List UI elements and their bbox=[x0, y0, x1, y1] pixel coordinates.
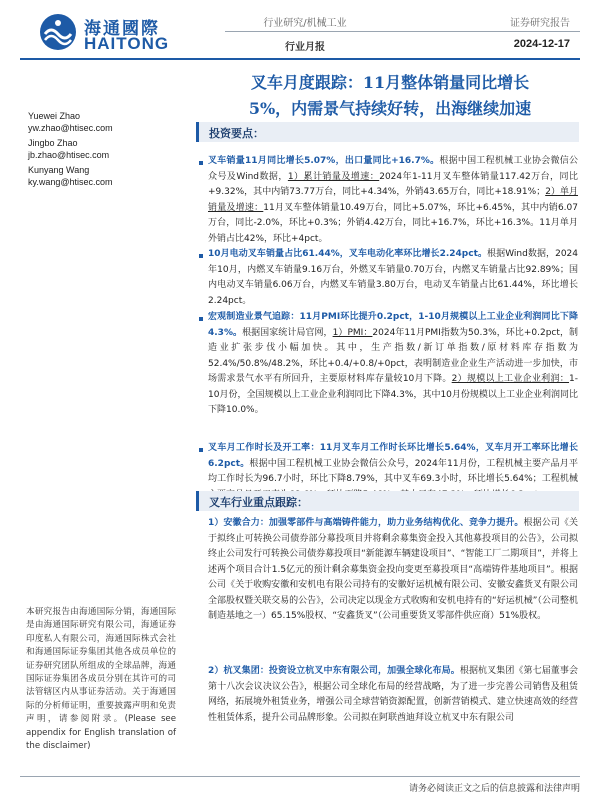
key-points-section-header bbox=[196, 122, 579, 142]
point-text: 根据中国工程机械工业协会微信公众号，2024年11月份，工程机械主要产品月平均工作时长为96.7小时，环比下降8.79%，其中叉车69.3小时，环比增长5.64%；工程机械 bbox=[208, 458, 578, 484]
report-title bbox=[210, 70, 570, 122]
bullet-icon bbox=[199, 448, 203, 452]
point-electric bbox=[208, 247, 578, 309]
company-logo bbox=[38, 12, 198, 56]
point-text: 根据国家统计局官网， bbox=[242, 327, 333, 338]
point-subhead: 2）规模以上工业企业利润： bbox=[451, 374, 570, 384]
logo-english-name: HAITONG bbox=[84, 34, 170, 53]
title-line-2: 5%，内需景气持续好转，出海继续加速 bbox=[248, 99, 532, 118]
point-sales bbox=[208, 154, 578, 247]
point-headline: 叉车月工作时长及开工率：11月叉车月工作时长环比增长5.64%，叉车月开工率环比增长6.2pct。 bbox=[208, 443, 578, 469]
footer-rule bbox=[20, 776, 580, 777]
bullet-icon bbox=[199, 161, 203, 165]
point-headline: 叉车销量11月同比增长5.07%，出口量同比+16.7%。 bbox=[208, 156, 440, 166]
report-date: 2024-12-17 bbox=[513, 38, 570, 50]
report-kind: 证券研究报告 bbox=[510, 18, 570, 29]
logo-chinese-name: 海通國際 bbox=[84, 19, 160, 39]
company-heli bbox=[208, 516, 578, 625]
point-text: 1-10月份，全国规模以上工业企业利润同比下降4.3%，其中10月份规模以上工业企业利润同比下降10.0%。 bbox=[208, 374, 578, 415]
company-text: 根据公司《关于拟终止可转换公司债券部分募投项目并将剩余募集资金投入其他募投项目的公告》，公司拟终止公司发行可转换公司债券募投项目“新能源车辆建设项目”、“智能工厂二期项目”，并将上述两个项目合计1.5亿元的预计剩余募集资金投向变更至募投项目“高端铸件基地项目”。根据公司《关于收购安徽和安机电有限公司持有的安徽好运机械有限公司、安徽安鑫货叉有限公司全部股权暨关联交易的公告》，公司决定以现金方式收购和安机电持有的“好运机械”（公司整机制造基地之一）65.15%股权、“安鑫货叉”（公司重要货叉零部件供应商）51%股权。 bbox=[208, 518, 578, 621]
bullet-icon bbox=[199, 317, 203, 321]
point-headline: 宏观制造业景气追踪：11月PMI环比提升0.2pct，1-10月规模以上工业企业利润同比下降4.3%。 bbox=[208, 312, 578, 338]
author-email[interactable]: ky.wang@htisec.com bbox=[28, 177, 113, 187]
header-rule bbox=[20, 58, 580, 60]
disclaimer-note: 本研究报告由海通国际分销，海通国际是由海通国际研究有限公司，海通证券印度私人有限公司，海通国际株式会社和海通国际证券集团其他各成员单位的证券研究团队所组成的全球品牌，海通国际证券集团各成员分别在其许可的司法管辖区内从事证券活动。关于海通国际的分析师证明，重要披露声明和免责声明，请参阅附录。(Please see appendix for English translation of the disclaimer) bbox=[26, 607, 176, 752]
footer-notice: 请务必阅读正文之后的信息披露和法律声明 bbox=[408, 784, 580, 794]
bullet-icon bbox=[199, 254, 203, 258]
key-points-heading: 投资要点： bbox=[209, 127, 264, 140]
point-text: 2024年1-11月叉车整体销量117.42万台，同比+9.32%，其中内销73.77万台，同比+4.34%，外销43.65万台，同比+18.91%； bbox=[208, 171, 578, 197]
author-name: Yuewei Zhao bbox=[28, 111, 81, 121]
company-text: 根据杭叉集团《第七届董事会第十八次会议决议公告》，根据公司全球化布局的经营战略，为了进一步完善公司销售及租赁网络，拓展境外租赁业务，增强公司全球营销资源配置，创新营销模式、建立快速高效的经营性租赁体系，提升公司品牌形象。公司拟在阿联酋迪拜设立杭叉中东有限公司 bbox=[208, 666, 578, 723]
title-line-1: 叉车月度跟踪：11月整体销量同比增长 bbox=[250, 73, 530, 92]
author-name: Jingbo Zhao bbox=[28, 138, 78, 148]
industry-section-header bbox=[196, 491, 579, 511]
point-subhead: 1）累计销量及增速： bbox=[287, 171, 380, 182]
report-category: 行业研究/机械工业 bbox=[263, 18, 347, 29]
point-subhead: 2）单月销量及增速： bbox=[208, 187, 579, 213]
header-divider bbox=[225, 31, 580, 32]
point-text: 11月叉车整体销量10.49万台，同比+5.07%，环比+6.45%，其中内销6.07万台，同比-2.0%，环比+0.3%；外销4.42万台，同比+16.7%，环比+16.3%。11月单月外销占比42%，环比+4pct。 bbox=[208, 202, 578, 244]
author-name: Kunyang Wang bbox=[28, 165, 90, 175]
point-text: 根据中国工程机械工业协会微信公众号及Wind数据， bbox=[208, 156, 578, 182]
author-email[interactable]: jb.zhao@htisec.com bbox=[28, 150, 110, 160]
haitong-logo-icon bbox=[38, 12, 78, 52]
author-email[interactable]: yw.zhao@htisec.com bbox=[28, 123, 113, 133]
point-subhead: 1）PMI： bbox=[332, 327, 373, 338]
industry-heading: 叉车行业重点跟踪： bbox=[209, 496, 308, 509]
report-type: 行业月报 bbox=[285, 42, 325, 53]
point-text: 根据Wind数据，2024年10月，内燃叉车销量9.16万台，外燃叉车销量0.70万台，内燃叉车销量占比92.89%；国内电动叉车销量6.06万台，内燃叉车销量3.80万台，电动叉车销量占比61.44%，环比增长2.24pct。 bbox=[208, 249, 579, 306]
company-headline: 2）杭叉集团：投资设立杭叉中东有限公司，加强全球化布局。 bbox=[208, 666, 460, 676]
company-hangcha bbox=[208, 664, 578, 726]
company-headline: 1）安徽合力：加强零部件与高端铸件能力，助力业务结构优化、竞争力提升。 bbox=[208, 518, 524, 528]
point-headline: 10月电动叉车销量占比61.44%，叉车电动化率环比增长2.24pct。 bbox=[208, 249, 488, 259]
point-macro bbox=[208, 310, 578, 419]
point-text: 2024年11月PMI指数为50.3%，环比+0.2pct，制造业扩张步伐小幅加快。其中，生产指数/新订单指数/原材料库存指数为52.4%/50.8%/48.2%，环比+0.4/+0.8/+0pct，表明制造业企业生产活动进一步加快，市场需求景气水平有所回升，主要原材料库存量较10月下降。 bbox=[208, 327, 579, 384]
